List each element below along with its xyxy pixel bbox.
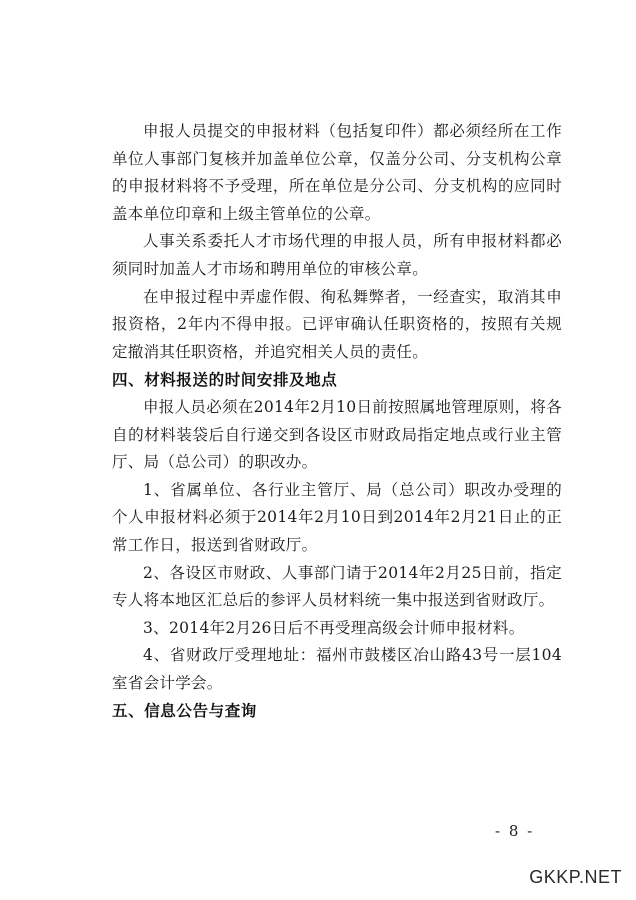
paragraph-stamp-requirement: 申报人员提交的申报材料（包括复印件）都必须经所在工作单位人事部门复核并加盖单位公章，仅盖分公司、分支机构公章的申报材料将不予受理，所在单位是分公司、分支机构的应同时盖本单位印章和上级主管单位的公章。: [112, 122, 562, 223]
paragraph-item-4: 4、省财政厅受理地址：福州市鼓楼区冶山路43号一层104室省会计学会。: [112, 646, 562, 692]
document-body: [112, 118, 562, 725]
paragraph-item-3: 3、2014年2月26日后不再受理高级会计师申报材料。: [143, 618, 525, 637]
section-4-heading: 四、材料报送的时间安排及地点: [112, 370, 338, 390]
paragraph-item-2: 2、各设区市财政、人事部门请于2014年2月25日前，指定专人将本地区汇总后的参评人员材料统一集中报送到省财政厅。: [112, 563, 562, 610]
page-number: - 8 -: [495, 822, 535, 840]
paragraph-item-1: 1、省属单位、各行业主管厅、局（总公司）职改办受理的个人申报材料必须于2014年2月10日到2014年2月21日止的正常工作日，报送到省财政厅。: [112, 480, 562, 554]
section-5-heading: 五、信息公告与查询: [112, 701, 257, 721]
watermark-text: GKKP.NET: [529, 867, 622, 887]
paragraph-submission-deadline: 申报人员必须在2014年2月10日前按照属地管理原则，将各自的材料装袋后自行递交到各设区市财政局指定地点或行业主管厅、局（总公司）的职改办。: [112, 397, 562, 472]
paragraph-talent-market: 人事关系委托人才市场代理的申报人员，所有申报材料都必须同时加盖人才市场和聘用单位的审核公章。: [112, 232, 562, 278]
paragraph-fraud-penalty: 在申报过程中弄虚作假、徇私舞弊者，一经查实，取消其申报资格，2年内不得申报。已评审确认任职资格的，按照有关规定撤消其任职资格，并追究相关人员的责任。: [112, 287, 562, 361]
